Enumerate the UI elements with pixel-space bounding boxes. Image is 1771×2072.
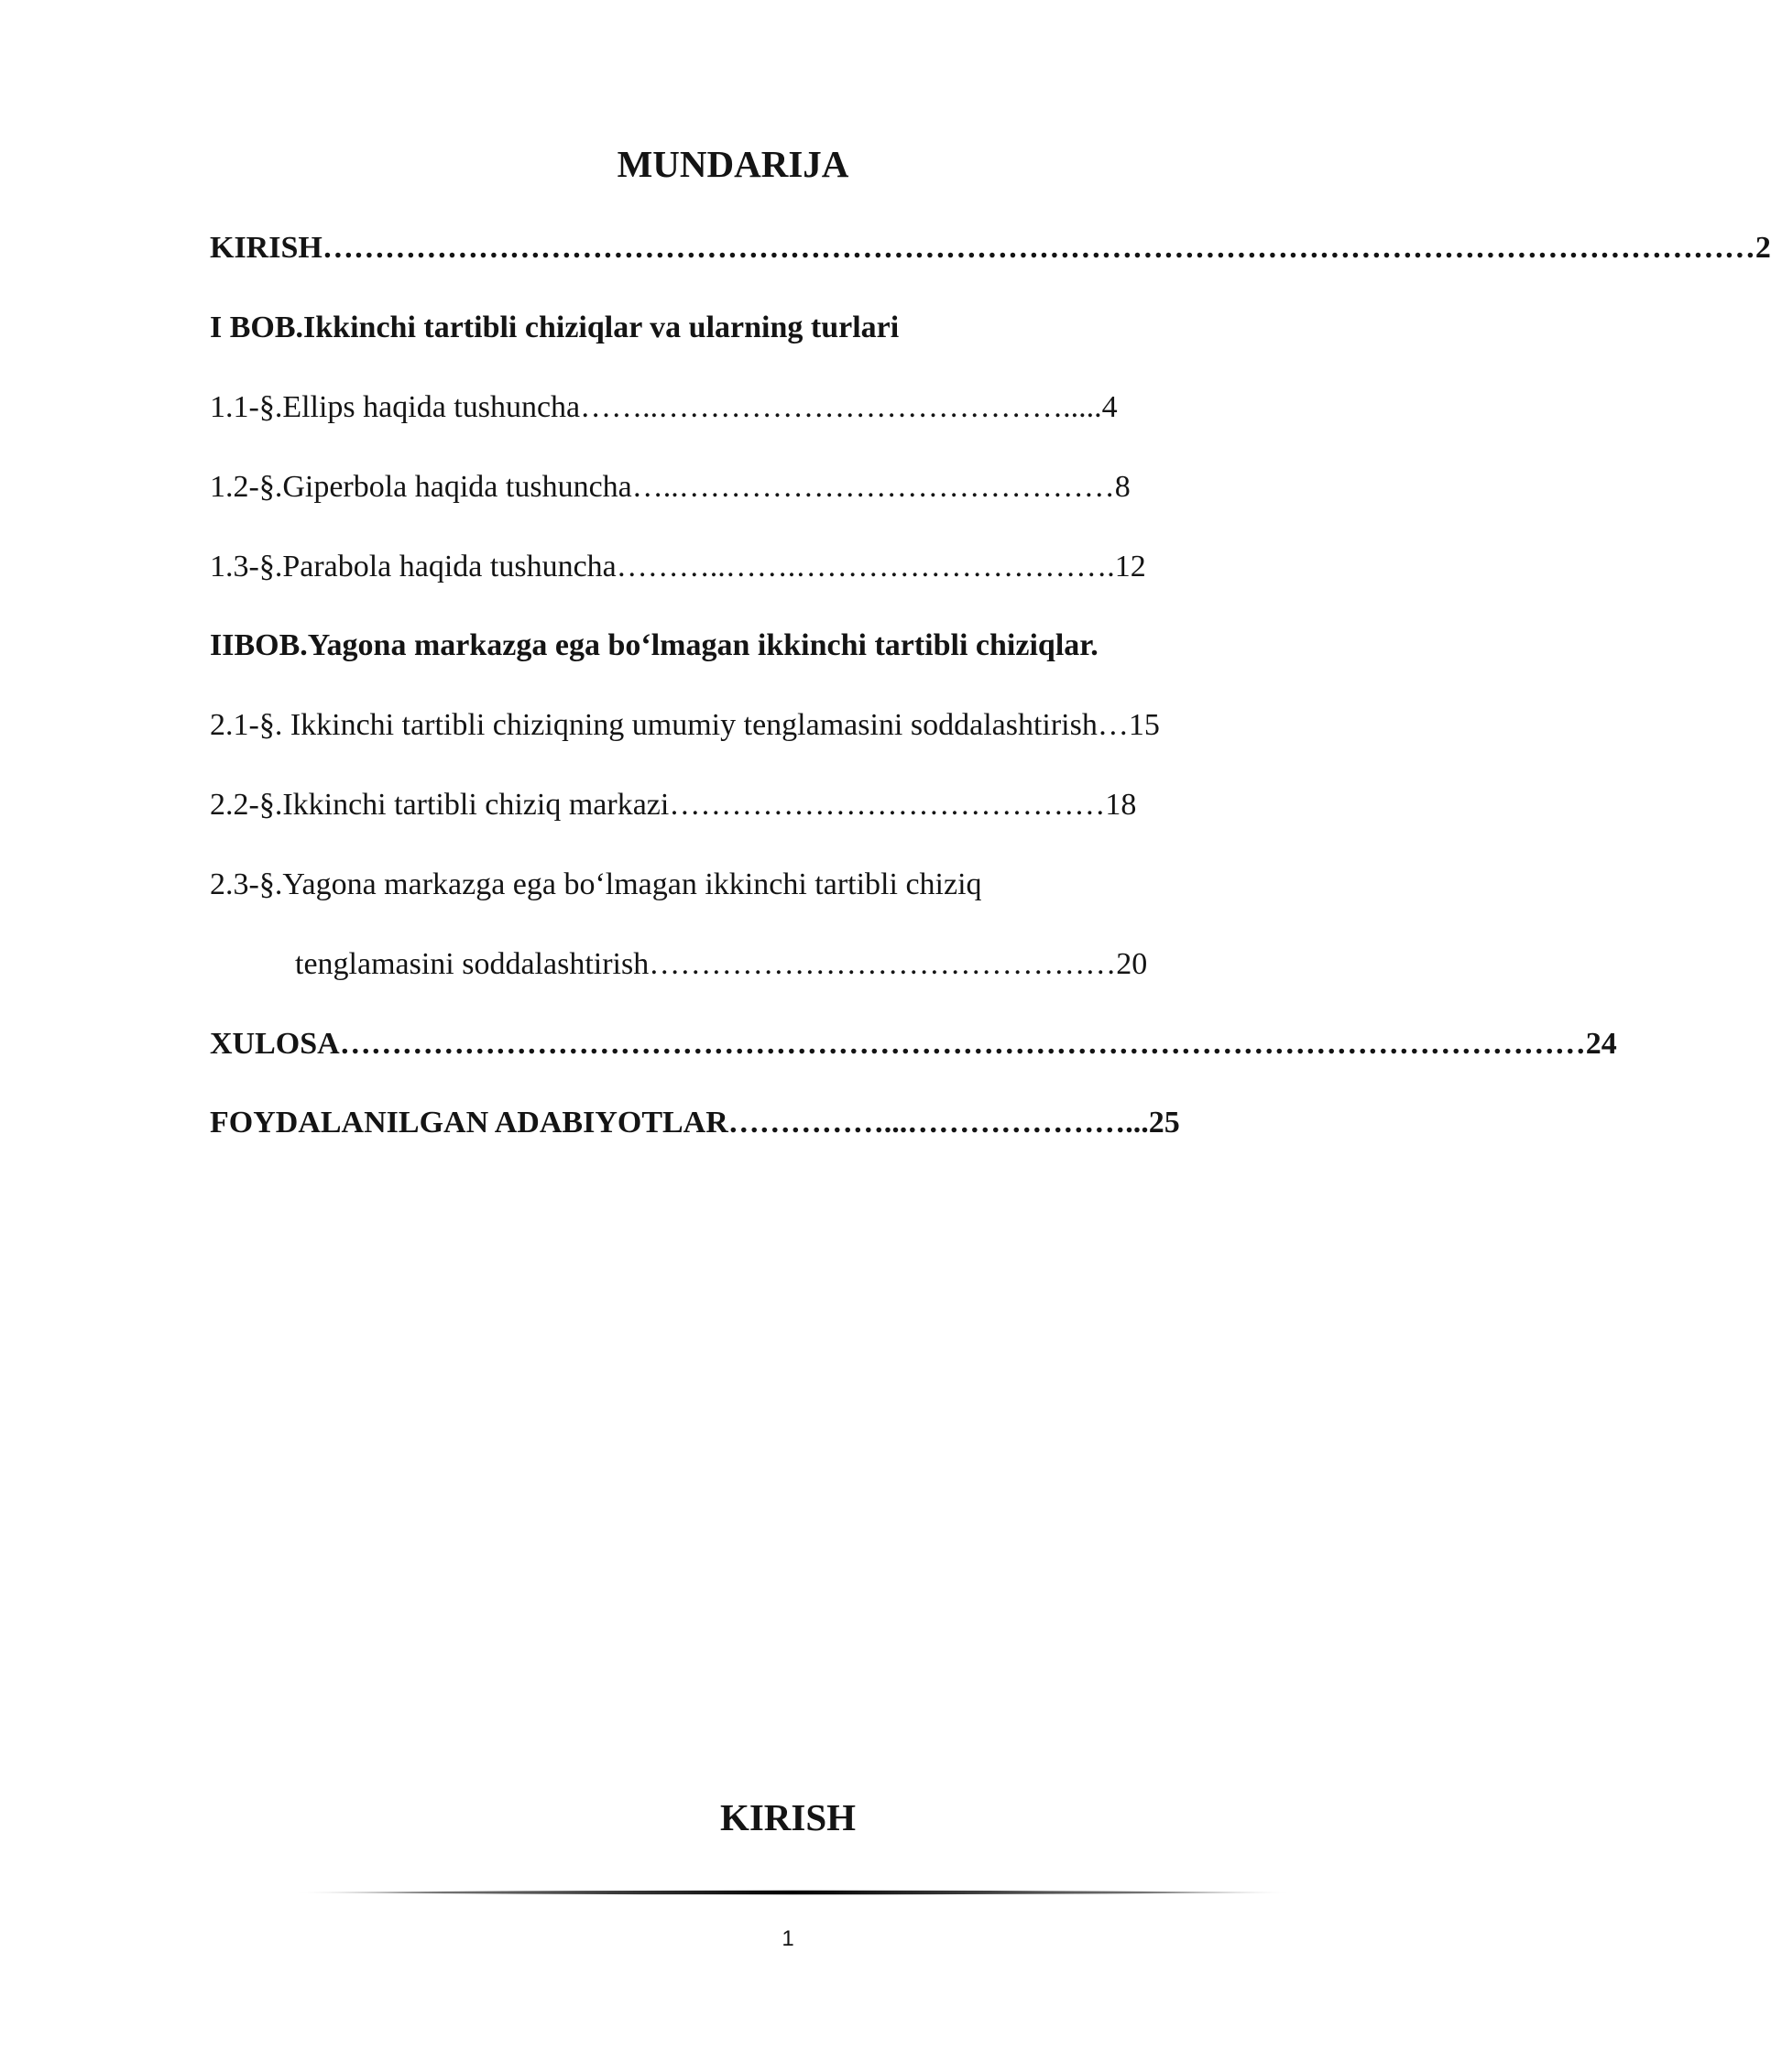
page-title: MUNDARIJA xyxy=(617,143,849,185)
footer-divider xyxy=(293,1889,1292,1896)
toc-entry-2-3: 2.3-§.Yagona markazga ega bo‘lmagan ikkinchi tartibli chiziq xyxy=(210,867,982,901)
toc-entry-1-3: 1.3-§.Parabola haqida tushuncha………..…….………………………….12 xyxy=(210,550,1146,583)
toc-entry-1-2: 1.2-§.Giperbola haqida tushuncha…..……………………………………8 xyxy=(210,470,1131,504)
page-number: 1 xyxy=(782,1926,794,1951)
toc-entry-2-1: 2.1-§. Ikkinchi tartibli chiziqning umumiy tenglamasini soddalashtirish…15 xyxy=(210,708,1160,742)
toc-entry-2-2: 2.2-§.Ikkinchi tartibli chiziq markazi……………………………………18 xyxy=(210,788,1137,822)
next-section-heading: KIRISH xyxy=(719,1796,857,1838)
toc-entry-references: FOYDALANILGAN ADABIYOTLAR……………...…………………...25 xyxy=(210,1106,1180,1140)
toc-entry-kirish: KIRISH…………………………………………………………………………………………………………………………2 xyxy=(210,231,1771,265)
toc-entry-chapter-1: I BOB.Ikkinchi tartibli chiziqlar va ularning turlari xyxy=(210,311,900,344)
toc-entry-2-3-continued: tenglamasini soddalashtirish………………………………………20 xyxy=(295,947,1148,981)
toc-entry-chapter-2: IIBOB.Yagona markazga ega bo‘lmagan ikkinchi tartibli chiziqlar. xyxy=(210,628,1099,662)
toc-entry-xulosa: XULOSA…………………………………………………………………………………………………………24 xyxy=(210,1027,1617,1061)
toc-entry-1-1: 1.1-§.Ellips haqida tushuncha……..………………………………….....4 xyxy=(210,390,1118,424)
